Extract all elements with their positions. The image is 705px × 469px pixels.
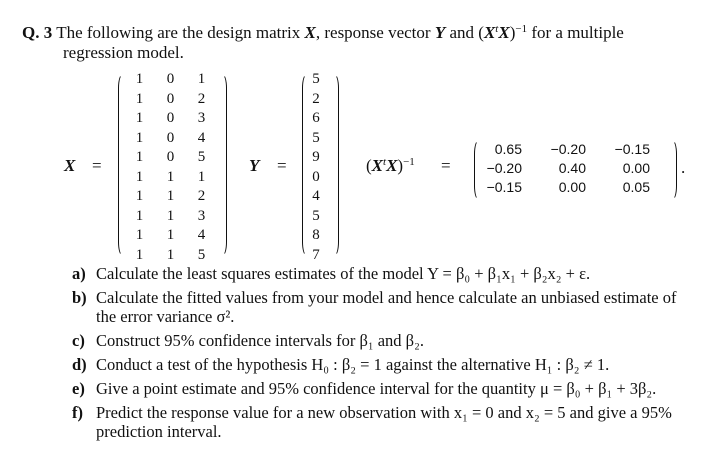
- vector-row: [306, 226, 326, 246]
- question-part: [72, 288, 697, 326]
- matrix-row: [124, 246, 217, 266]
- matrix-cell: −0.20: [550, 141, 586, 157]
- vector-cell: 2: [312, 90, 320, 107]
- matrix-cell: 1: [135, 149, 144, 165]
- vector-cell: 5: [312, 71, 320, 87]
- symbol-X: X: [498, 23, 510, 42]
- right-paren: [330, 74, 339, 256]
- question-part: [72, 264, 697, 283]
- part-text: Calculate the least squares estimates of the model Y = β₀ + β₁x₁ + β₂x₂ + ε.: [96, 264, 591, 283]
- matrix-cell: 2: [197, 90, 206, 107]
- matrix-cell: 3: [197, 110, 206, 126]
- part-label: e): [72, 379, 85, 398]
- matrix-cell: 1: [166, 227, 175, 243]
- vector-cell: 7: [312, 246, 320, 263]
- vector-cell: 4: [312, 188, 320, 204]
- matrix-cell: 1: [135, 227, 144, 243]
- vector-row: [306, 148, 326, 168]
- matrix-cell: 0.65: [494, 141, 522, 157]
- matrix-row: [124, 207, 217, 227]
- equals-sign: =: [92, 156, 102, 175]
- right-paren: [218, 74, 227, 256]
- question-parts: [72, 264, 697, 446]
- matrix-cell: 1: [135, 207, 144, 224]
- matrix-cell: 3: [197, 207, 206, 224]
- part-label: b): [72, 288, 87, 307]
- symbol-X: X: [483, 23, 496, 42]
- symbol-X: X: [304, 23, 316, 42]
- matrix-cell: 1: [166, 207, 175, 224]
- matrix-cell: 0.40: [558, 160, 586, 176]
- vector-row: [306, 168, 326, 188]
- matrix-cell: 0.05: [622, 179, 650, 195]
- part-text: Conduct a test of the hypothesis H₀ : β₂ = 1 against the alternative H₁ : β₂ ≠ 1.: [96, 355, 610, 374]
- matrix-row: [124, 226, 217, 246]
- matrix-cell: 1: [135, 168, 144, 185]
- intro-text: , response vector: [315, 23, 435, 42]
- matrix-cell: 0: [166, 129, 175, 146]
- vector-cell: 8: [312, 227, 320, 243]
- matrix-cell: 1: [135, 90, 144, 107]
- matrix-cell: 1: [135, 188, 144, 204]
- equals-sign: =: [277, 156, 287, 175]
- matrix-cell: 0.00: [558, 179, 586, 195]
- matrix-row: [458, 178, 650, 197]
- matrix-row: [458, 159, 650, 178]
- part-label: d): [72, 355, 87, 374]
- x-matrix-label: X: [64, 156, 76, 175]
- matrix-cell: −0.15: [486, 179, 522, 195]
- vector-row: [306, 109, 326, 129]
- matrix-cell: 1: [135, 246, 144, 263]
- question-number: Q. 3: [22, 23, 53, 42]
- vector-cell: 5: [312, 129, 320, 146]
- matrix-row: [124, 129, 217, 149]
- response-vector-Y: [306, 70, 326, 265]
- equals-sign: =: [441, 156, 451, 175]
- intro-text: for a multiple: [527, 23, 624, 42]
- question-part: [72, 355, 697, 374]
- xtx-inverse-matrix: [458, 140, 650, 197]
- vector-cell: 0: [312, 168, 320, 185]
- vector-cell: 6: [312, 110, 320, 126]
- vector-row: [306, 246, 326, 266]
- part-text: Construct 95% confidence intervals for β₁ and β₂.: [96, 331, 424, 350]
- period: .: [681, 158, 686, 177]
- inverse-sup: −1: [515, 23, 528, 35]
- matrix-cell: 0: [166, 149, 175, 165]
- matrix-cell: 2: [197, 188, 206, 204]
- matrix-row: [124, 148, 217, 168]
- part-label: a): [72, 264, 86, 283]
- matrix-cell: −0.15: [614, 141, 650, 157]
- right-paren: [668, 140, 677, 200]
- part-label: f): [72, 403, 83, 422]
- matrix-row: [124, 187, 217, 207]
- question-part: [72, 379, 697, 398]
- matrix-cell: 1: [135, 71, 144, 87]
- matrix-cell: 1: [166, 246, 175, 263]
- question-part: [72, 403, 697, 441]
- xtx-inverse-label: $(X^tX)^{-1}$: [366, 156, 415, 175]
- matrix-cell: 4: [197, 129, 206, 146]
- matrix-cell: 1: [166, 188, 175, 204]
- design-matrix-X: [124, 70, 217, 265]
- matrix-row: [124, 109, 217, 129]
- intro-text: The following are the design matrix: [56, 23, 305, 42]
- matrix-cell: 5: [197, 149, 206, 165]
- paren: ): [509, 23, 516, 42]
- part-text: Predict the response value for a new observation with x₁ = 0 and x₂ = 5 and give a 95% prediction interval.: [96, 403, 672, 441]
- matrix-row: [124, 168, 217, 188]
- matrix-cell: 0.00: [622, 160, 650, 176]
- matrix-cell: 1: [135, 110, 144, 126]
- matrix-cell: 0: [166, 90, 175, 107]
- matrix-cell: 5: [197, 246, 206, 263]
- question-part: [72, 331, 697, 350]
- matrix-cell: 1: [166, 168, 175, 185]
- vector-row: [306, 129, 326, 149]
- matrix-row: [458, 140, 650, 159]
- matrix-cell: 0: [166, 71, 175, 87]
- part-text: Give a point estimate and 95% confidence interval for the quantity μ = β₀ + β₁ + 3β₂.: [96, 379, 657, 398]
- matrix-cell: 0: [166, 110, 175, 126]
- matrix-row: [124, 70, 217, 90]
- matrix-cell: 1: [197, 168, 206, 185]
- matrix-cell: 1: [135, 129, 144, 146]
- vector-cell: 5: [312, 207, 320, 224]
- vector-row: [306, 70, 326, 90]
- matrix-cell: 1: [197, 71, 206, 87]
- matrix-cell: −0.20: [486, 160, 522, 176]
- vector-cell: 9: [312, 149, 320, 165]
- symbol-Y: Y: [434, 23, 446, 42]
- part-text: Calculate the fitted values from your model and hence calculate an unbiased estimate of the error variance σ².: [96, 288, 677, 326]
- vector-row: [306, 90, 326, 110]
- matrix-cell: 4: [197, 227, 206, 243]
- vector-row: [306, 207, 326, 227]
- y-vector-label: Y: [249, 156, 260, 175]
- question-header: [22, 23, 692, 43]
- vector-row: [306, 187, 326, 207]
- intro-line-2: regression model.: [63, 43, 184, 62]
- part-label: c): [72, 331, 85, 350]
- matrix-row: [124, 90, 217, 110]
- transpose-sup: t: [495, 23, 499, 35]
- intro-text: and (: [445, 23, 484, 42]
